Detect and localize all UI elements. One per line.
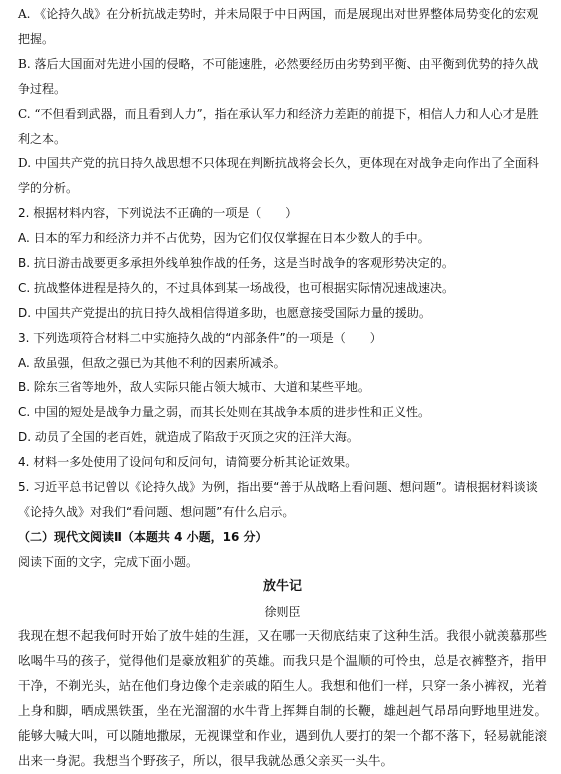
article-paragraph: 我现在想不起我何时开始了放牛娃的生涯，又在哪一天彻底结束了这种生活。我很小就羡慕那些吆喝牛马的孩子，觉得他们是豪放粗犷的英雄。而我只是个温顺的可怜虫，总是衣裤整齐，指甲干净，不剃光头，站在他们身边像个走亲戚的陌生人。我想和他们一样，只穿一条小裤衩，光着上身和脚，晒成黑铁蛋，坐在光溜溜的水牛背上挥舞自制的长鞭，雄赳赳气昂昂向野地里进发。能够大喊大叫，可以随地撒尿，无视课堂和作业，遇到仇人要打的架一个都不落下，轻易就能滚出来一身泥。我想当个野孩子，所以，很早我就怂恿父亲买一头牛。 [18,628,547,768]
q3-option-c: C. 中国的短处是战争力量之弱，而其长处则在其战争本质的进步性和正义性。 [18,405,431,420]
q2-stem: 2. 根据材料内容，下列说法不正确的一项是（ ） [18,206,298,221]
q3-stem: 3. 下列选项符合材料二中实施持久战的“内部条件”的一项是（ ） [18,330,382,345]
section-heading: （二）现代文阅读Ⅱ（本题共 4 小题，16 分） [18,529,268,544]
q1-option-a: A. 《论持久战》在分析抗战走势时，并未局限于中日两国，而是展现出对世界整体局势变化的宏观把握。 [18,7,539,46]
q5-stem: 5. 习近平总书记曾以《论持久战》为例，指出要“善于从战略上看问题、想问题”。请根据材料谈谈《论持久战》对我们“看问题、想问题”有什么启示。 [18,480,538,519]
q3-option-b: B. 除东三省等地外，敌人实际只能占领大城市、大道和某些平地。 [18,380,370,395]
article-author: 徐则臣 [264,604,301,619]
q1-option-b: B. 落后大国面对先进小国的侵略，不可能速胜，必然要经历由劣势到平衡、由平衡到优势的持久战争过程。 [18,56,539,96]
reading-instruction: 阅读下面的文字，完成下面小题。 [18,554,199,569]
q3-option-a: A. 敌虽强，但敌之强已为其他不利的因素所减杀。 [18,355,286,370]
q2-option-b: B. 抗日游击战要更多承担外线单独作战的任务，这是当时战争的客观形势决定的。 [18,256,454,271]
q2-option-d: D. 中国共产党提出的抗日持久战相信得道多助，也愿意接受国际力量的援助。 [18,305,431,320]
q3-option-d: D. 动员了全国的老百姓，就造成了陷敌于灭顶之灾的汪洋大海。 [18,430,359,445]
q1-option-c: C. “不但看到武器，而且看到人力”，指在承认军力和经济力差距的前提下，相信人力和人心才是胜利之本。 [18,106,539,146]
q1-option-d: D. 中国共产党的抗日持久战思想不只体现在判断抗战将会长久，更体现在对战争走向作出了全面科学的分析。 [18,156,539,196]
q2-option-a: A. 日本的军力和经济力并不占优势，因为它们仅仅掌握在日本少数人的手中。 [18,231,430,246]
q4-stem: 4. 材料一多处使用了设问句和反问句，请简要分析其论证效果。 [18,455,358,470]
q2-option-c: C. 抗战整体进程是持久的，不过具体到某一场战役，也可根据实际情况速战速决。 [18,280,455,295]
article-title: 放牛记 [262,578,302,594]
